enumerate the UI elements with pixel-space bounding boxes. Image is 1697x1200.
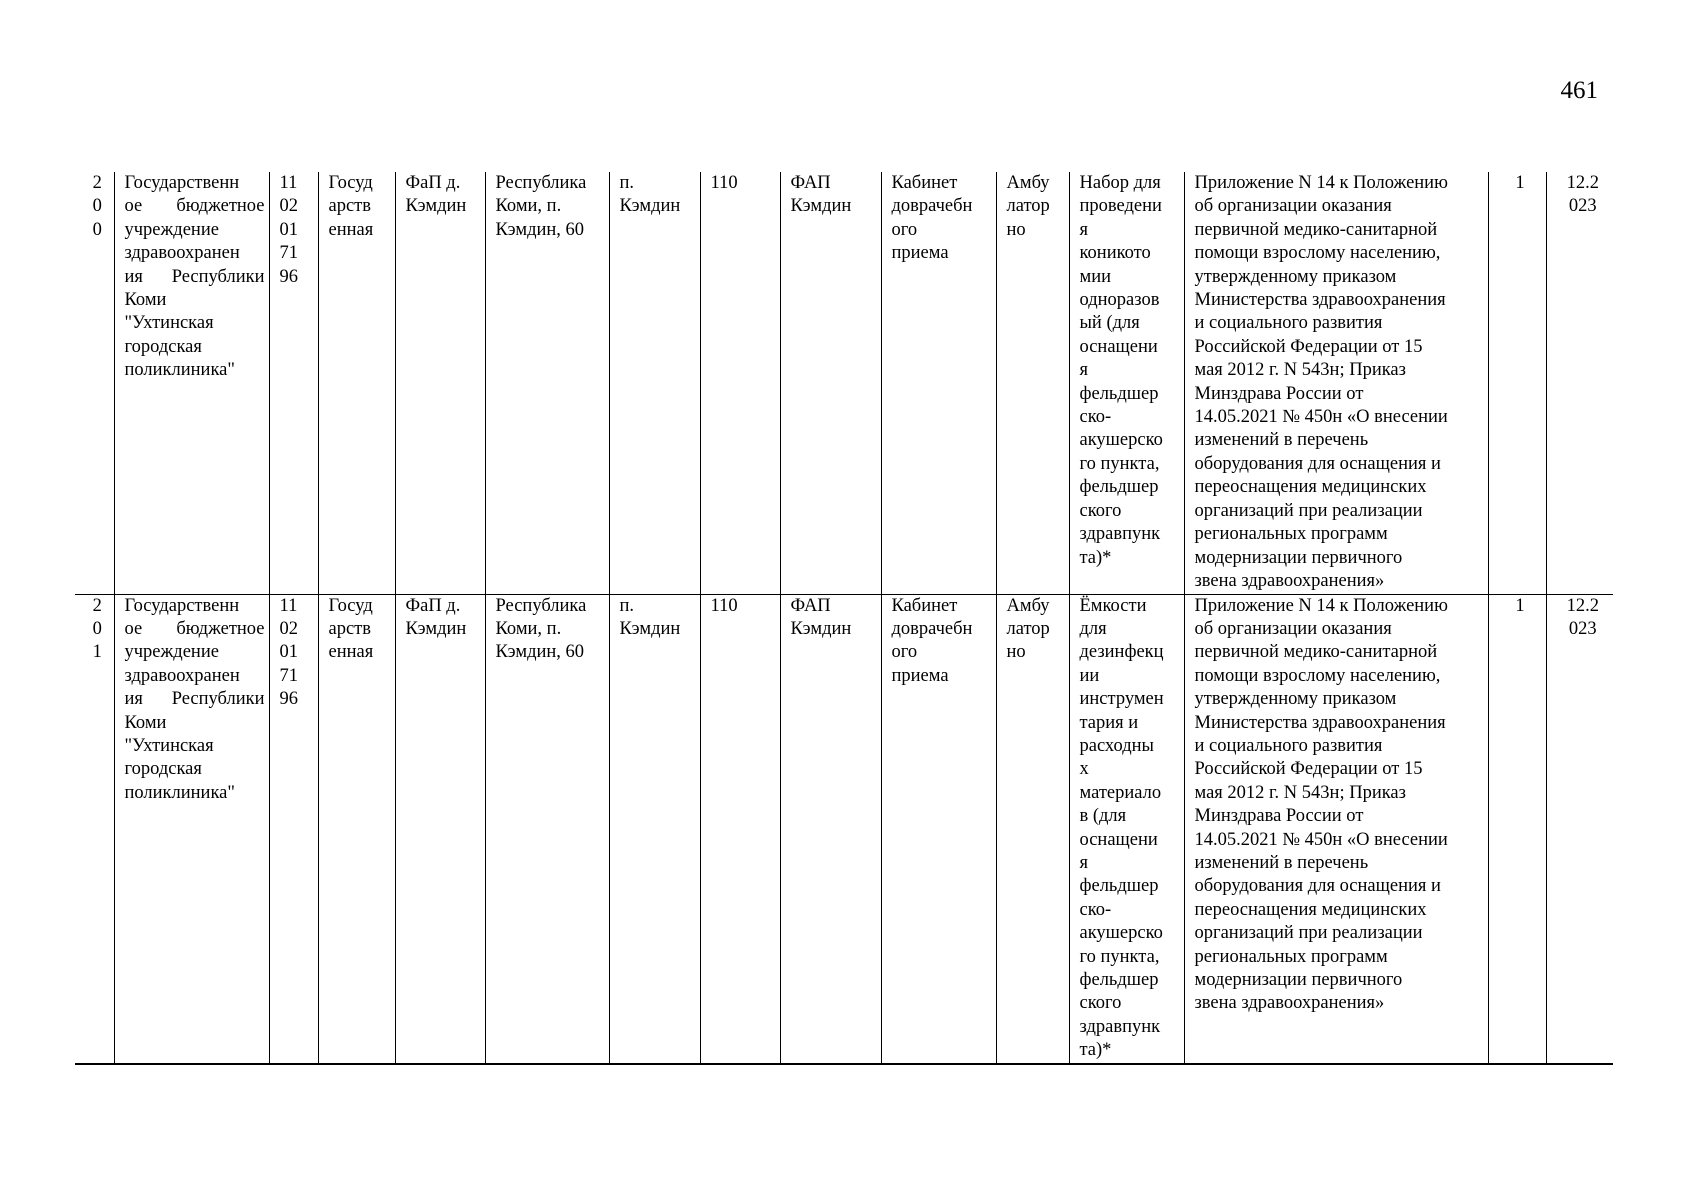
quantity-cell: 1 (1488, 594, 1546, 1064)
ownership-cell: Госуд арств енная (318, 172, 395, 594)
organization-cell: Государственн ое бюджетное учреждение здравоохранен ия Республики Коми "Ухтинская городская поликлиника" (114, 172, 269, 594)
address-cell: Республика Коми, п. Кэмдин, 60 (485, 172, 609, 594)
equipment-cell: Ёмкости для дезинфекц ии инструмен тария и расходны х материало в (для оснащени я фельдшер ско- акушерско го пункта, фельдшер ского здравпунк та)* (1069, 594, 1184, 1064)
address-cell: Республика Коми, п. Кэмдин, 60 (485, 594, 609, 1064)
date-cell: 12.2 023 (1546, 594, 1613, 1064)
division-cell: ФаП д. Кэмдин (395, 594, 485, 1064)
date-cell: 12.2 023 (1546, 172, 1613, 594)
equipment-registry-table (75, 172, 1613, 1065)
ownership-cell: Госуд арств енная (318, 594, 395, 1064)
division-cell: ФаП д. Кэмдин (395, 172, 485, 594)
table-row (75, 594, 1613, 1064)
table-row (75, 172, 1613, 594)
room-cell: Кабинет доврачебн ого приема (881, 594, 996, 1064)
equipment-cell: Набор для проведени я коникото мии одноразов ый (для оснащени я фельдшер ско- акушерско го пункта, фельдшер ского здравпунк та)* (1069, 172, 1184, 594)
settlement-cell: п. Кэмдин (609, 172, 700, 594)
room-cell: Кабинет доврачебн ого приема (881, 172, 996, 594)
code-cell: 11 02 01 71 96 (269, 594, 318, 1064)
organization-cell: Государственн ое бюджетное учреждение здравоохранен ия Республики Коми "Ухтинская городская поликлиника" (114, 594, 269, 1064)
row-number-cell: 2 0 0 (75, 172, 114, 594)
regulation-cell: Приложение N 14 к Положению об организации оказания первичной медико-санитарной помощи взрослому населению, утвержденному приказом Министерства здравоохранения и социального развития Российской Федерации от 15 мая 2012 г. N 543н; Приказ Минздрава России от 14.05.2021 № 450н «О внесении изменений в перечень оборудования для оснащения и переоснащения медицинских организаций при реализации региональных программ модернизации первичного звена здравоохранения» (1184, 594, 1488, 1064)
page-number: 461 (1560, 77, 1598, 104)
regulation-cell: Приложение N 14 к Положению об организации оказания первичной медико-санитарной помощи взрослому населению, утвержденному приказом Министерства здравоохранения и социального развития Российской Федерации от 15 мая 2012 г. N 543н; Приказ Минздрава России от 14.05.2021 № 450н «О внесении изменений в перечень оборудования для оснащения и переоснащения медицинских организаций при реализации региональных программ модернизации первичного звена здравоохранения» (1184, 172, 1488, 594)
care-type-cell: Амбу латор но (996, 172, 1069, 594)
row-number-cell: 2 0 1 (75, 594, 114, 1064)
settlement-cell: п. Кэмдин (609, 594, 700, 1064)
population-cell: 110 (700, 172, 780, 594)
code-cell: 11 02 01 71 96 (269, 172, 318, 594)
facility-cell: ФАП Кэмдин (780, 172, 881, 594)
facility-cell: ФАП Кэмдин (780, 594, 881, 1064)
care-type-cell: Амбу латор но (996, 594, 1069, 1064)
quantity-cell: 1 (1488, 172, 1546, 594)
population-cell: 110 (700, 594, 780, 1064)
